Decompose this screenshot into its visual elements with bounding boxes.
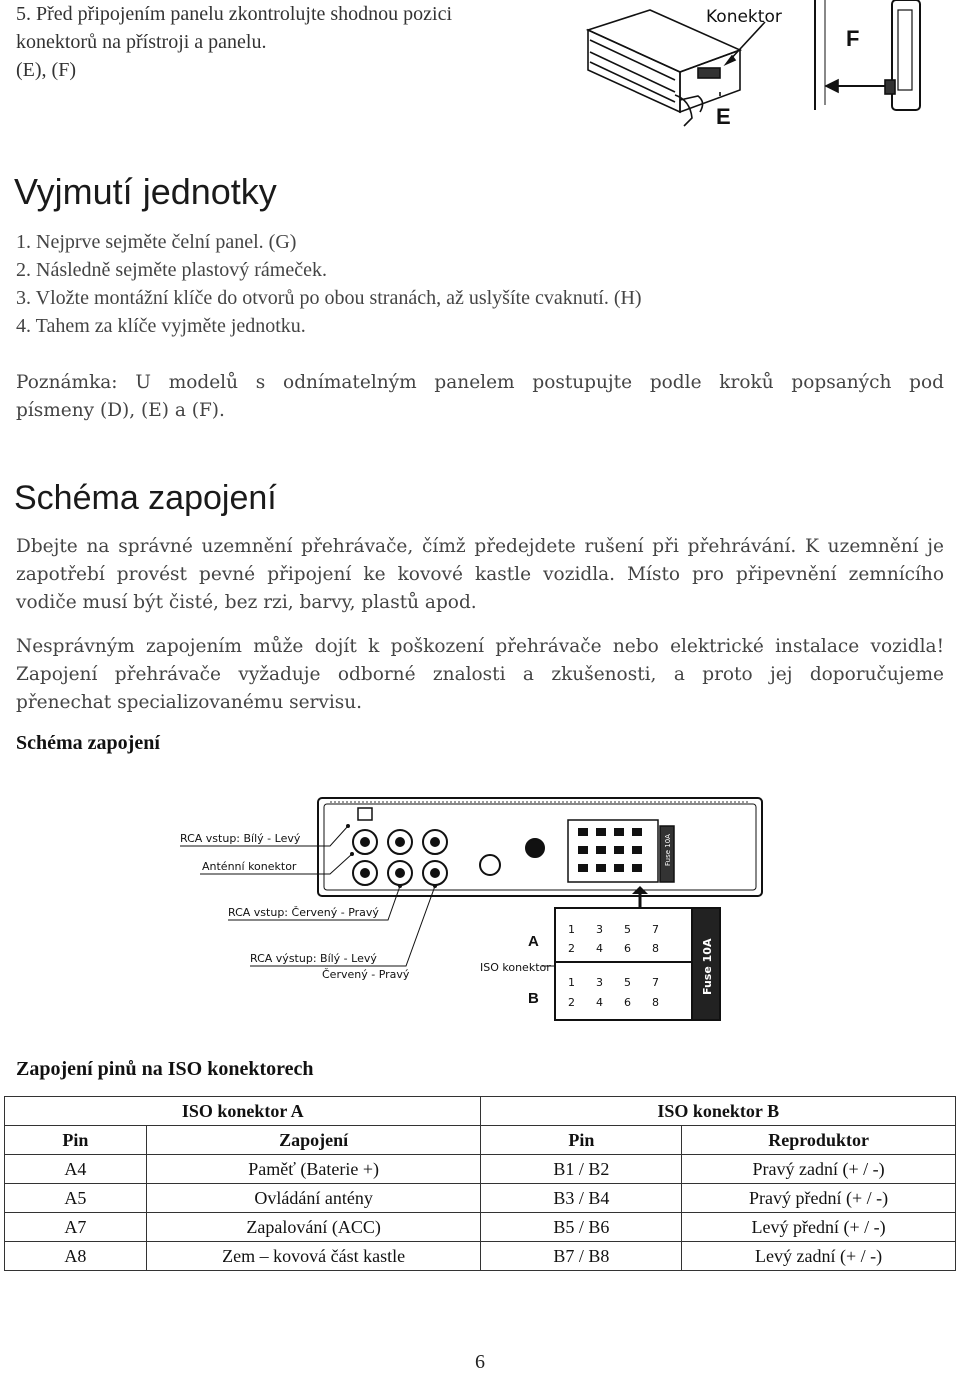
pin-label: 3 bbox=[596, 976, 603, 989]
table-cell: A7 bbox=[5, 1213, 147, 1242]
wiring-paragraph-2 bbox=[16, 633, 944, 717]
table-cell: B5 / B6 bbox=[481, 1213, 682, 1242]
note-line: Poznámka: U modelů s odnímatelným panelem postupujte podle kroků popsaných pod bbox=[16, 372, 944, 393]
step5-text bbox=[16, 0, 452, 84]
pin-label: 8 bbox=[652, 996, 659, 1009]
fuse-small-label: Fuse 10A bbox=[664, 834, 672, 866]
table-cell: B7 / B8 bbox=[481, 1242, 682, 1271]
column-header: Reproduktor bbox=[682, 1126, 956, 1155]
table-cell: Zapalování (ACC) bbox=[146, 1213, 481, 1242]
wiring-paragraph-1 bbox=[16, 533, 944, 617]
pin-label: 6 bbox=[624, 996, 631, 1009]
removal-note bbox=[16, 369, 944, 425]
pin-label: 5 bbox=[624, 976, 631, 989]
note-line: písmeny (D), (E) a (F). bbox=[16, 400, 225, 421]
table-cell: A4 bbox=[5, 1155, 147, 1184]
pin-label: 6 bbox=[624, 942, 631, 955]
step5-line: 5. Před připojením panelu zkontrolujte shodnou pozici bbox=[16, 3, 453, 25]
paragraph-line: Dbejte na správné uzemnění přehrávače, čímž předejdete rušení při přehrávání. K uzemnění je bbox=[16, 536, 944, 557]
rca-in-white-left-label: RCA vstup: Bílý - Levý bbox=[180, 832, 301, 845]
table-row bbox=[5, 1213, 956, 1242]
pin-label: 7 bbox=[652, 923, 659, 936]
pin-label: 5 bbox=[624, 923, 631, 936]
connector-label: Konektor bbox=[706, 7, 782, 27]
removal-steps bbox=[16, 228, 642, 340]
paragraph-line: Nesprávným zapojením může dojít k poškození přehrávače nebo elektrické instalace vozidla! bbox=[16, 636, 944, 657]
step5-line: (E), (F) bbox=[16, 59, 76, 81]
iso-table-heading: Zapojení pinů na ISO konektorech bbox=[16, 1058, 314, 1080]
label-a: A bbox=[528, 933, 539, 950]
pin-label: 4 bbox=[596, 942, 603, 955]
list-item: 4. Tahem za klíče vyjměte jednotku. bbox=[16, 315, 306, 337]
list-item: 3. Vložte montážní klíče do otvorů po obou stranách, až uslyšíte cvaknutí. (H) bbox=[16, 287, 642, 309]
pin-label: 1 bbox=[568, 923, 575, 936]
label-b: B bbox=[528, 990, 539, 1007]
pin-label: 1 bbox=[568, 976, 575, 989]
pin-label: 4 bbox=[596, 996, 603, 1009]
pin-label: 2 bbox=[568, 942, 575, 955]
table-row bbox=[5, 1155, 956, 1184]
label-f: F bbox=[846, 26, 860, 51]
table-cell: B1 / B2 bbox=[481, 1155, 682, 1184]
paragraph-line: přenechat specializovanému servisu. bbox=[16, 692, 363, 713]
table-row bbox=[5, 1242, 956, 1271]
table-cell: Paměť (Baterie +) bbox=[146, 1155, 481, 1184]
rca-out-label-line1: RCA výstup: Bílý - Levý bbox=[250, 952, 377, 965]
paragraph-line: vodiče musí být čisté, bez rzi, barvy, plastů apod. bbox=[16, 592, 477, 613]
wiring-diagram bbox=[170, 790, 770, 1035]
column-header: Pin bbox=[5, 1126, 147, 1155]
table-group-header-row bbox=[5, 1097, 956, 1126]
table-cell: Zem – kovová část kastle bbox=[146, 1242, 481, 1271]
table-cell: Ovládání antény bbox=[146, 1184, 481, 1213]
table-cell: A8 bbox=[5, 1242, 147, 1271]
table-header-row bbox=[5, 1126, 956, 1155]
table-cell: Pravý zadní (+ / -) bbox=[682, 1155, 956, 1184]
connector-alignment-figure bbox=[580, 0, 960, 130]
iso-pin-table bbox=[4, 1096, 956, 1271]
table-row bbox=[5, 1184, 956, 1213]
list-item: 2. Následně sejměte plastový rámeček. bbox=[16, 259, 327, 281]
table-cell: Pravý přední (+ / -) bbox=[682, 1184, 956, 1213]
pin-label: 2 bbox=[568, 996, 575, 1009]
table-cell: Levý zadní (+ / -) bbox=[682, 1242, 956, 1271]
section-title-wiring: Schéma zapojení bbox=[14, 479, 277, 517]
antenna-connector-label: Anténní konektor bbox=[202, 860, 297, 873]
fuse-big-label: Fuse 10A bbox=[701, 938, 714, 995]
pin-label: 3 bbox=[596, 923, 603, 936]
column-header: Zapojení bbox=[146, 1126, 481, 1155]
step5-line: konektorů na přístroji a panelu. bbox=[16, 31, 267, 53]
page-number: 6 bbox=[475, 1351, 485, 1373]
iso-connector-label: ISO konektor bbox=[480, 961, 551, 974]
pin-label: 8 bbox=[652, 942, 659, 955]
list-item: 1. Nejprve sejměte čelní panel. (G) bbox=[16, 231, 297, 253]
rca-out-label-line2: Červený - Pravý bbox=[322, 968, 410, 981]
label-e: E bbox=[716, 104, 731, 129]
pin-label: 7 bbox=[652, 976, 659, 989]
column-header: Pin bbox=[481, 1126, 682, 1155]
paragraph-line: Zapojení přehrávače vyžaduje odborné znalosti a zkušenosti, a proto jej doporučujeme bbox=[16, 664, 944, 685]
wiring-subheading: Schéma zapojení bbox=[16, 732, 160, 754]
table-cell: Levý přední (+ / -) bbox=[682, 1213, 956, 1242]
section-title-removal: Vyjmutí jednotky bbox=[14, 171, 277, 212]
group-header-a: ISO konektor A bbox=[5, 1097, 481, 1126]
rca-in-red-right-label: RCA vstup: Červený - Pravý bbox=[228, 906, 379, 919]
paragraph-line: zapotřebí provést pevné připojení ke kovové kastle vozidla. Místo pro připevnění zemnícího bbox=[16, 564, 944, 585]
table-cell: A5 bbox=[5, 1184, 147, 1213]
table-cell: B3 / B4 bbox=[481, 1184, 682, 1213]
group-header-b: ISO konektor B bbox=[481, 1097, 956, 1126]
